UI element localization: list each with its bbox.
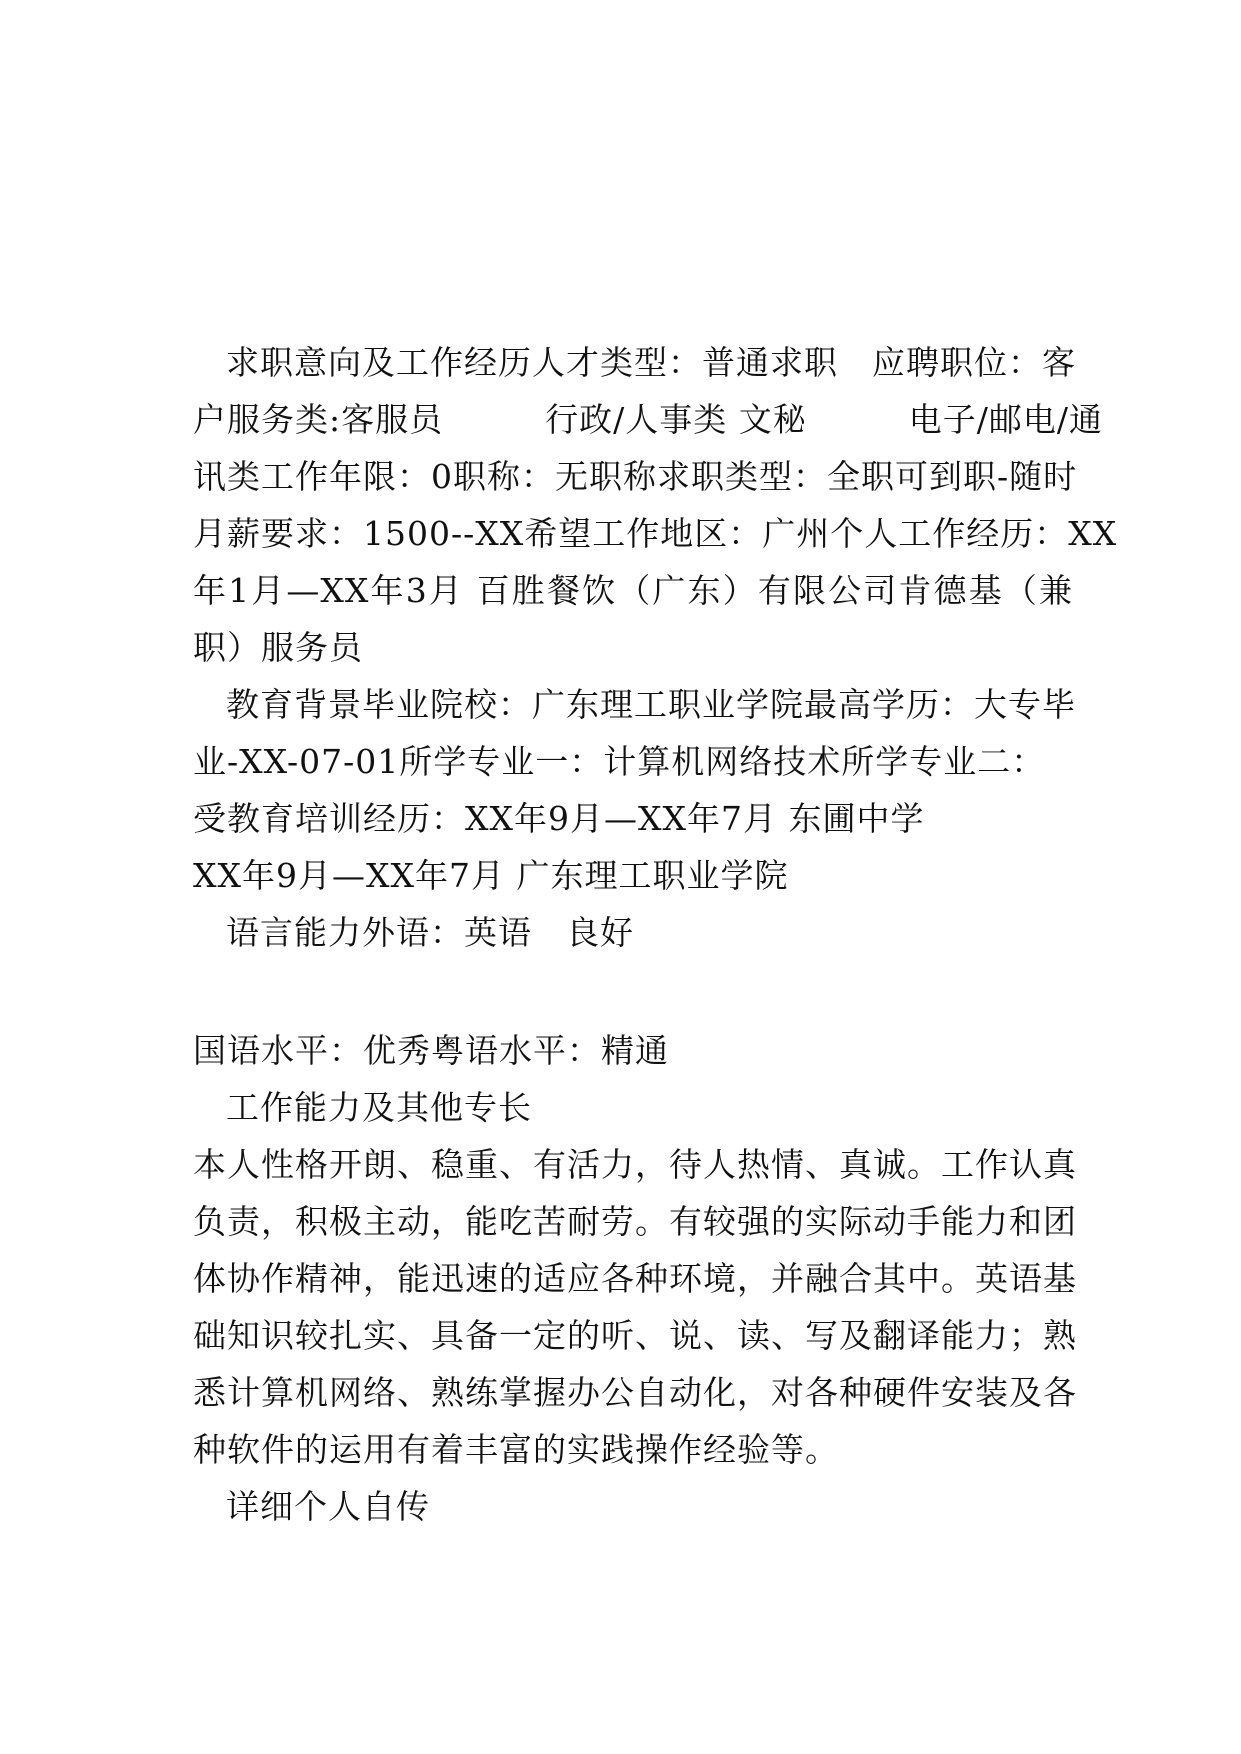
paragraph-line: 体协作精神，能迅速的适应各种环境，并融合其中。英语基 <box>193 1259 1077 1298</box>
paragraph-line: 月薪要求：1500--XX希望工作地区：广州个人工作经历：XX <box>193 514 1118 553</box>
paragraph-line: 国语水平：优秀粤语水平：精通 <box>193 1031 669 1070</box>
section-heading: 工作能力及其他专长 <box>226 1088 532 1127</box>
paragraph-line: 职）服务员 <box>193 628 363 667</box>
paragraph-line: 础知识较扎实、具备一定的听、说、读、写及翻译能力；熟 <box>193 1316 1077 1355</box>
paragraph-line: 负责，积极主动，能吃苦耐劳。有较强的实际动手能力和团 <box>193 1202 1077 1241</box>
paragraph-line: 业-XX-07-01所学专业一：计算机网络技术所学专业二： <box>193 742 1046 781</box>
paragraph-line: 讯类工作年限：0职称：无职称求职类型：全职可到职-随时 <box>193 457 1078 496</box>
paragraph-line: 年1月—XX年3月 百胜餐饮（广东）有限公司肯德基（兼 <box>193 571 1073 610</box>
paragraph-line: XX年9月—XX年7月 广东理工职业学院 <box>193 856 789 895</box>
paragraph-line: 种软件的运用有着丰富的实践操作经验等。 <box>193 1430 839 1469</box>
paragraph-line: 悉计算机网络、熟练掌握办公自动化，对各种硬件安装及各 <box>193 1373 1077 1412</box>
paragraph-line: 语言能力外语：英语 良好 <box>226 913 634 952</box>
paragraph-line: 求职意向及工作经历人才类型：普通求职 应聘职位：客 <box>226 343 1076 382</box>
paragraph-line: 教育背景毕业院校：广东理工职业学院最高学历：大专毕 <box>226 685 1076 724</box>
paragraph-line: 本人性格开朗、稳重、有活力，待人热情、真诚。工作认真 <box>193 1145 1077 1184</box>
paragraph-line: 户服务类:客服员 行政/人事类 文秘 电子/邮电/通 <box>193 400 1103 439</box>
section-heading: 详细个人自传 <box>226 1487 430 1526</box>
paragraph-line: 受教育培训经历：XX年9月—XX年7月 东圃中学 <box>193 799 925 838</box>
